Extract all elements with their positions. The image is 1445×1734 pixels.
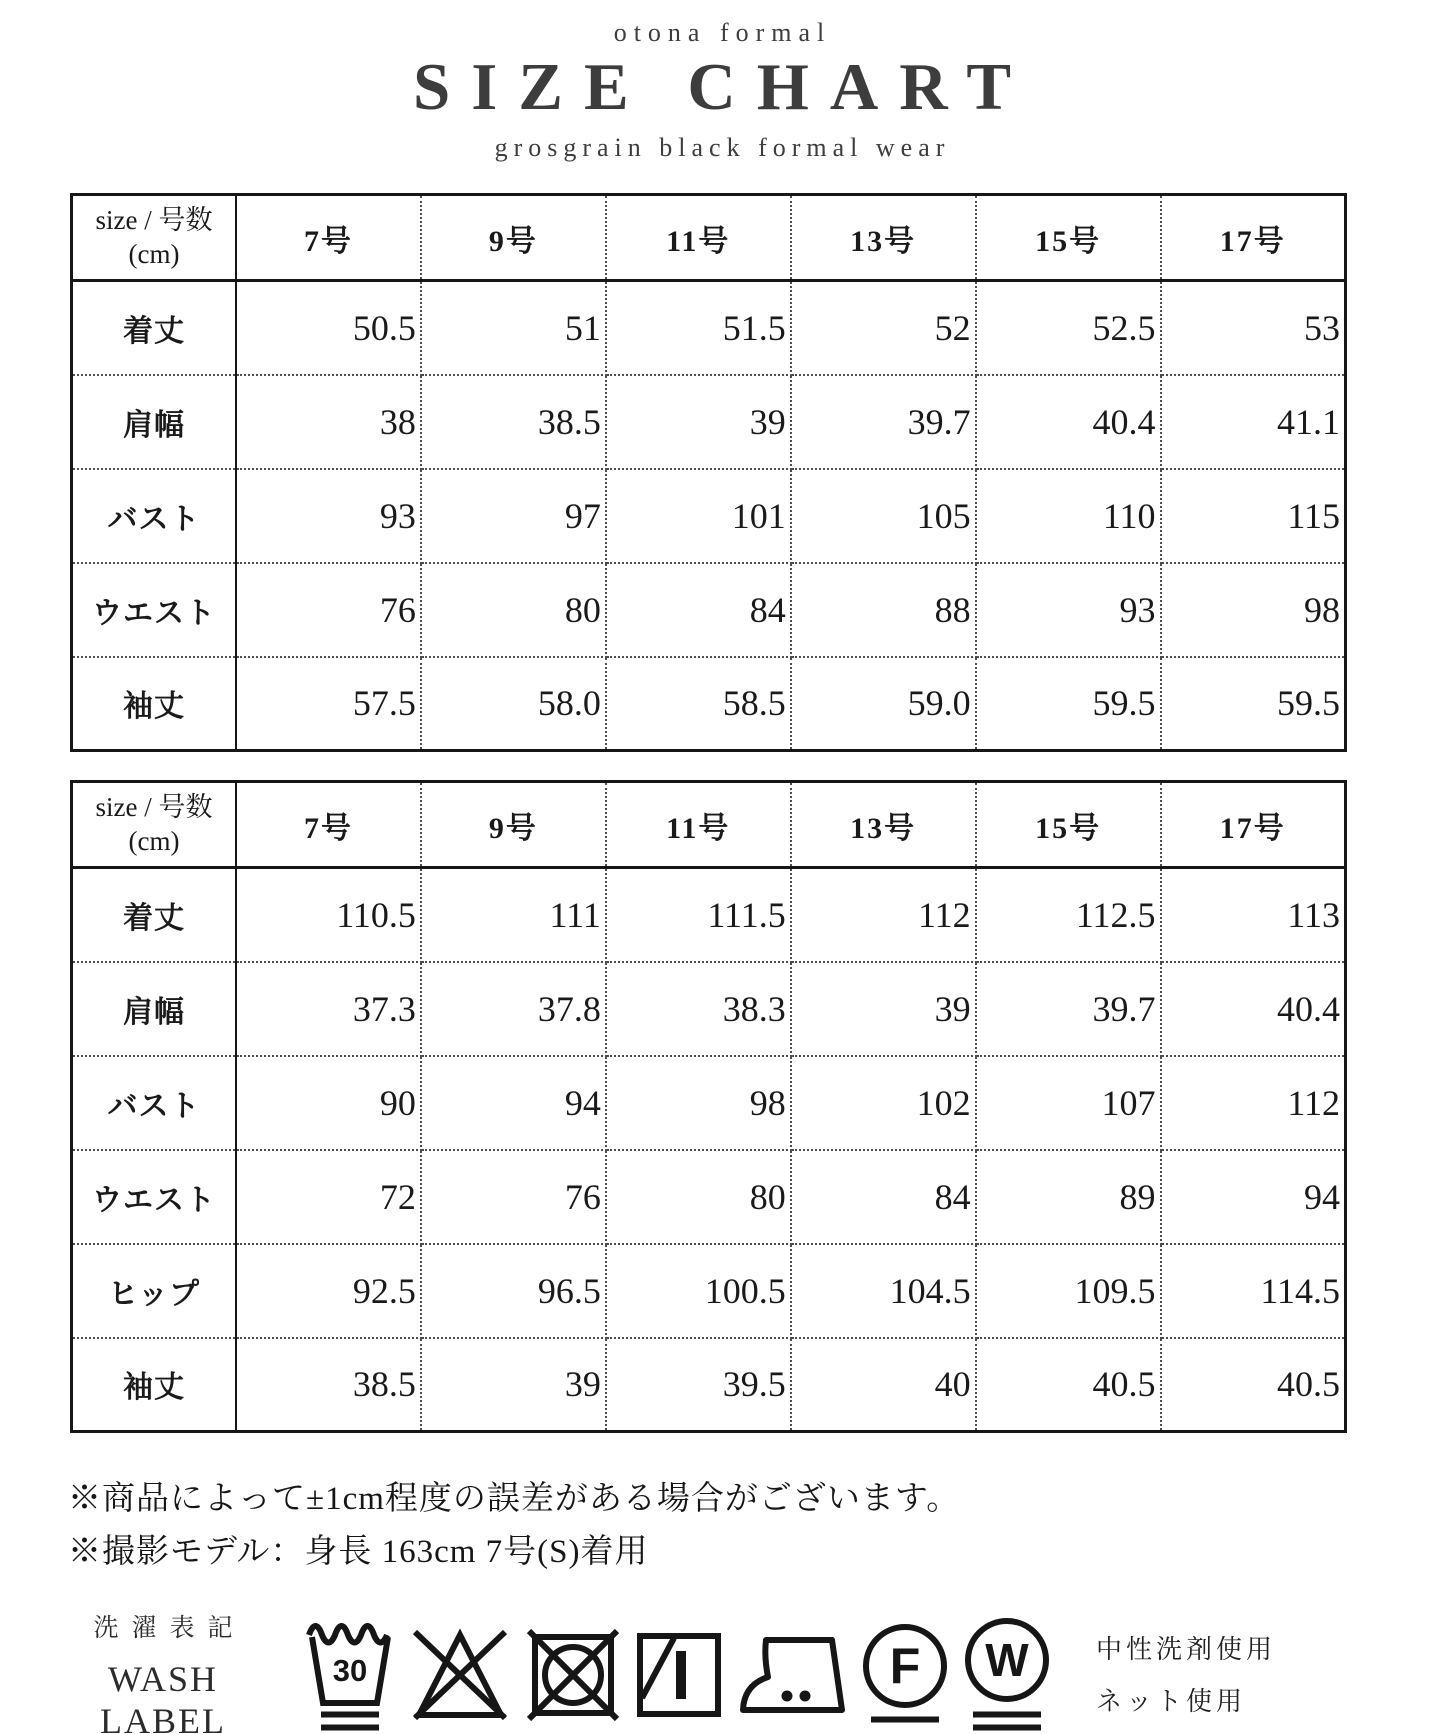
measurement-value: 100.5 <box>606 1244 791 1338</box>
size-column-header: 17号 <box>1161 782 1346 868</box>
measurement-value: 98 <box>1161 563 1346 657</box>
measurement-value: 53 <box>1161 281 1346 375</box>
wash-notes <box>1096 1623 1276 1727</box>
measurement-value: 52.5 <box>976 281 1161 375</box>
measurement-value: 80 <box>606 1150 791 1244</box>
measurement-value: 115 <box>1161 469 1346 563</box>
footnotes <box>68 1473 1445 1580</box>
dry-clean-F-icon <box>862 1621 948 1729</box>
size-column-header: 11号 <box>606 782 791 868</box>
measurement-value: 59.5 <box>976 657 1161 751</box>
measurement-value: 110 <box>976 469 1161 563</box>
svg-text:W: W <box>985 1633 1029 1686</box>
measurement-row <box>72 1150 1346 1244</box>
wash-label-heading-en: WASH LABEL <box>100 1658 226 1734</box>
measurement-value: 40 <box>791 1338 976 1432</box>
measurement-label: 袖丈 <box>72 657 237 751</box>
wash-30-very-gentle-icon <box>306 1618 394 1732</box>
no-bleach-icon <box>410 1625 510 1725</box>
measurement-value: 50.5 <box>236 281 421 375</box>
measurement-value: 96.5 <box>421 1244 606 1338</box>
measurement-row <box>72 563 1346 657</box>
size-table-2 <box>70 780 1347 1433</box>
iron-medium-icon <box>738 1633 846 1717</box>
measurement-label: バスト <box>72 1056 237 1150</box>
size-column-header: 9号 <box>421 782 606 868</box>
measurement-value: 59.5 <box>1161 657 1346 751</box>
measurement-label: バスト <box>72 469 237 563</box>
measurement-value: 104.5 <box>791 1244 976 1338</box>
measurement-value: 38.5 <box>421 375 606 469</box>
line-dry-in-shade-icon <box>636 1632 722 1718</box>
measurement-value: 40.5 <box>976 1338 1161 1432</box>
measurement-value: 39.5 <box>606 1338 791 1432</box>
measurement-row <box>72 469 1346 563</box>
measurement-value: 76 <box>421 1150 606 1244</box>
header-subtitle-bottom: grosgrain black formal wear <box>494 133 951 162</box>
measurement-value: 90 <box>236 1056 421 1150</box>
measurement-value: 112 <box>1161 1056 1346 1150</box>
measurement-value: 40.5 <box>1161 1338 1346 1432</box>
measurement-value: 102 <box>791 1056 976 1150</box>
footnote-tolerance: ※商品によって±1cm程度の誤差がある場合がございます。 <box>68 1481 961 1517</box>
measurement-value: 59.0 <box>791 657 976 751</box>
measurement-value: 40.4 <box>1161 962 1346 1056</box>
measurement-value: 94 <box>1161 1150 1346 1244</box>
measurement-value: 76 <box>236 563 421 657</box>
footnote-model: ※撮影モデル：身長 163cm 7号(S)着用 <box>68 1534 649 1571</box>
measurement-value: 94 <box>421 1056 606 1150</box>
page-title: SIZE CHART <box>412 50 1033 124</box>
measurement-value: 38 <box>236 375 421 469</box>
measurement-value: 113 <box>1161 868 1346 962</box>
table-corner-cell: size / 号数 (cm) <box>72 782 237 868</box>
measurement-value: 110.5 <box>236 868 421 962</box>
measurement-row <box>72 962 1346 1056</box>
no-tumble-dry-icon <box>526 1628 620 1722</box>
measurement-value: 98 <box>606 1056 791 1150</box>
measurement-label: ウエスト <box>72 1150 237 1244</box>
measurement-value: 51.5 <box>606 281 791 375</box>
measurement-row <box>72 1056 1346 1150</box>
measurement-value: 111 <box>421 868 606 962</box>
measurement-value: 97 <box>421 469 606 563</box>
measurement-value: 105 <box>791 469 976 563</box>
svg-text:F: F <box>889 1637 921 1694</box>
wash-label-heading-ja: 洗濯表記 <box>93 1613 246 1642</box>
measurement-value: 84 <box>791 1150 976 1244</box>
measurement-value: 92.5 <box>236 1244 421 1338</box>
measurement-value: 80 <box>421 563 606 657</box>
measurement-value: 57.5 <box>236 657 421 751</box>
size-tables-container <box>70 193 1347 1433</box>
size-column-header: 13号 <box>791 195 976 281</box>
measurement-value: 112 <box>791 868 976 962</box>
measurement-value: 37.3 <box>236 962 421 1056</box>
measurement-value: 51 <box>421 281 606 375</box>
wet-clean-W-icon <box>964 1615 1050 1734</box>
measurement-value: 114.5 <box>1161 1244 1346 1338</box>
header-subtitle-top: otona formal <box>613 18 832 47</box>
measurement-value: 39 <box>606 375 791 469</box>
measurement-value: 109.5 <box>976 1244 1161 1338</box>
measurement-value: 89 <box>976 1150 1161 1244</box>
measurement-label: 着丈 <box>72 868 237 962</box>
measurement-row <box>72 1338 1346 1432</box>
size-column-header: 15号 <box>976 782 1161 868</box>
size-column-header: 9号 <box>421 195 606 281</box>
measurement-row <box>72 1244 1346 1338</box>
measurement-value: 88 <box>791 563 976 657</box>
measurement-value: 40.4 <box>976 375 1161 469</box>
measurement-value: 111.5 <box>606 868 791 962</box>
table-corner-cell: size / 号数 (cm) <box>72 195 237 281</box>
measurement-label: 肩幅 <box>72 375 237 469</box>
size-column-header: 15号 <box>976 195 1161 281</box>
measurement-row <box>72 657 1346 751</box>
measurement-row <box>72 375 1346 469</box>
measurement-value: 39 <box>421 1338 606 1432</box>
size-table-1 <box>70 193 1347 752</box>
measurement-value: 101 <box>606 469 791 563</box>
svg-text:30: 30 <box>332 1652 368 1688</box>
wash-note-net: ネット使用 <box>1096 1685 1247 1716</box>
size-column-header: 17号 <box>1161 195 1346 281</box>
measurement-value: 58.0 <box>421 657 606 751</box>
measurement-label: 袖丈 <box>72 1338 237 1432</box>
page-header <box>0 0 1445 163</box>
measurement-label: ウエスト <box>72 563 237 657</box>
measurement-value: 38.5 <box>236 1338 421 1432</box>
size-column-header: 7号 <box>236 195 421 281</box>
measurement-value: 72 <box>236 1150 421 1244</box>
measurement-value: 41.1 <box>1161 375 1346 469</box>
size-column-header: 13号 <box>791 782 976 868</box>
measurement-value: 38.3 <box>606 962 791 1056</box>
care-icons <box>306 1615 1066 1734</box>
size-column-header: 7号 <box>236 782 421 868</box>
measurement-value: 39.7 <box>976 962 1161 1056</box>
measurement-row <box>72 281 1346 375</box>
wash-label-section <box>52 1608 1445 1734</box>
measurement-value: 112.5 <box>976 868 1161 962</box>
size-column-header: 11号 <box>606 195 791 281</box>
measurement-value: 37.8 <box>421 962 606 1056</box>
measurement-label: 着丈 <box>72 281 237 375</box>
measurement-value: 39 <box>791 962 976 1056</box>
measurement-value: 39.7 <box>791 375 976 469</box>
measurement-row <box>72 868 1346 962</box>
measurement-value: 93 <box>976 563 1161 657</box>
measurement-value: 93 <box>236 469 421 563</box>
wash-label-heading <box>52 1608 274 1734</box>
measurement-value: 84 <box>606 563 791 657</box>
measurement-value: 58.5 <box>606 657 791 751</box>
measurement-value: 107 <box>976 1056 1161 1150</box>
measurement-value: 52 <box>791 281 976 375</box>
measurement-label: 肩幅 <box>72 962 237 1056</box>
measurement-label: ヒップ <box>72 1244 237 1338</box>
wash-note-detergent: 中性洗剤使用 <box>1096 1633 1277 1664</box>
